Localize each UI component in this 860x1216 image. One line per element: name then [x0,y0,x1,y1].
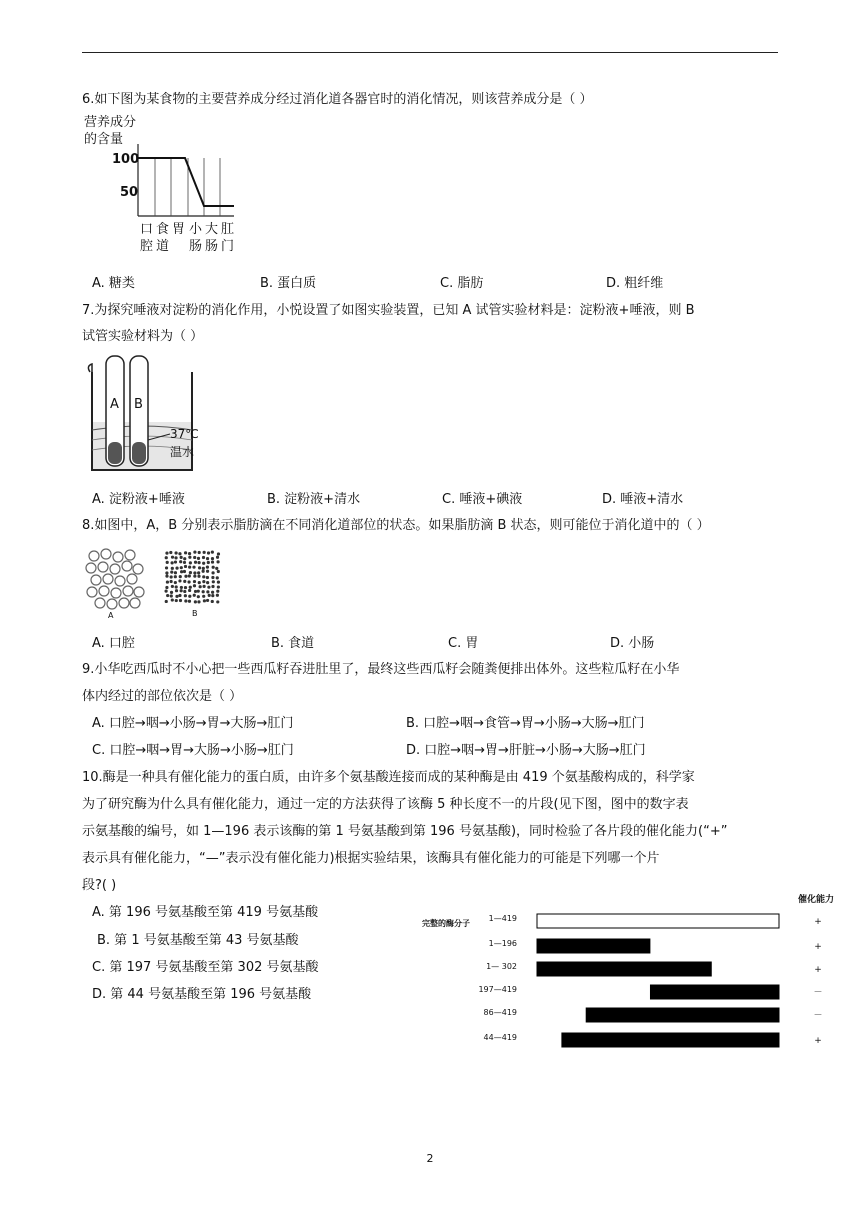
q8-small-droplet [207,586,210,589]
q6-organ-label-top: 胃 [172,222,186,237]
q8-small-droplet [184,565,187,568]
q8-large-droplet [107,599,117,609]
q10-fragment-bar [650,985,779,999]
q7-beaker-figure [82,352,212,480]
q8-small-droplet [165,600,168,603]
q10-fragment-label: 1—419 [488,914,517,923]
q8-large-droplet [115,576,125,586]
q8-small-droplet [216,590,219,593]
q7-option-c[interactable]: C. 唾液+碘液 [442,492,523,507]
q9-stem-line1: 9.小华吃西瓜时不小心把一些西瓜籽吞进肚里了，最终这些西瓜籽会随粪便排出体外。这些粒瓜籽在小华 [82,662,680,677]
q8-large-droplet [99,586,109,596]
q8-small-droplet [211,591,214,594]
q8-small-droplet [198,566,201,569]
q8-small-droplet [216,594,219,597]
q8-small-droplet [188,600,191,603]
q8-small-droplet [165,590,168,593]
q7-water-label: 温水 [170,445,195,459]
q8-small-droplet [216,600,219,603]
q8-small-droplet [202,580,205,583]
q8-small-droplet [207,551,210,554]
q8-small-droplet [188,589,191,592]
q8-small-droplet [165,556,168,559]
q8-small-droplet [197,557,200,560]
q8-small-droplet [184,594,187,597]
q8-small-droplet [193,571,196,574]
q8-small-droplet [170,594,173,597]
q8-small-droplet [212,566,215,569]
page-number: 2 [426,1152,434,1165]
q8-label-b: B [192,609,198,618]
q8-small-droplet [165,571,168,574]
q8-state-b-droplets [165,551,221,604]
q8-small-droplet [183,590,186,593]
q8-small-droplet [217,581,220,584]
q10-fragment-label: 1— 302 [486,962,517,971]
q10-fragment-bar [562,1033,779,1047]
q10-stem-line5: 段?( ) [82,878,117,893]
q8-small-droplet [188,556,191,559]
q10-stem-line3: 示氨基酸的编号，如 1—196 表示该酶的第 1 号氨基酸到第 196 号氨基酸)，同时检验了各片段的催化能力(“+” [82,824,728,839]
q10-activity-mark: + [814,917,822,927]
q9-option-d[interactable]: D. 口腔→咽→胃→肝脏→小肠→大肠→肛门 [406,743,646,758]
q8-small-droplet [166,561,169,564]
q8-small-droplet [184,575,187,578]
q8-small-droplet [174,560,177,563]
q8-small-droplet [206,566,209,569]
q7-stem-line1: 7.为探究唾液对淀粉的消化作用，小悦设置了如图实验装置，已知 A 试管实验材料是：淀粉液+唾液，则 B [82,303,695,318]
q7-temp-label: 37℃ [170,427,199,441]
q8-large-droplet [125,550,135,560]
q8-small-droplet [206,576,209,579]
q10-stem-line1: 10.酶是一种具有催化能力的蛋白质，由许多个氨基酸连接而成的某种酶是由 419 个氨基酸构成的，科学家 [82,770,695,785]
q8-small-droplet [192,566,195,569]
q7-tube-b-label: B [134,397,143,412]
q8-small-droplet [171,585,174,588]
q8-small-droplet [197,595,200,598]
q8-option-a[interactable]: A. 口腔 [92,636,135,651]
q8-small-droplet [183,570,186,573]
q6-organ-label-bottom: 腔 [140,239,154,254]
q8-small-droplet [193,580,196,583]
q8-small-droplet [188,574,191,577]
q10-fragment-bar [537,939,650,953]
q8-fat-droplet-figure [82,544,232,622]
q6-stem: 6.如下图为某食物的主要营养成分经过消化道各器官时的消化情况，则该营养成分是（ ） [82,92,593,107]
q8-small-droplet [211,585,214,588]
q8-small-droplet [197,600,200,603]
q8-small-droplet [197,571,200,574]
q8-small-droplet [198,551,201,554]
q10-activity-header: 催化能力 [798,895,835,905]
q8-small-droplet [202,556,205,559]
q8-small-droplet [202,590,205,593]
q8-small-droplet [206,557,209,560]
q8-large-droplet [95,598,105,608]
q8-small-droplet [178,579,181,582]
q8-stem: 8.如图中，A，B 分别表示脂肪滴在不同消化道部位的状态。如果脂肪滴 B 状态，则可能位于消化道中的（ ） [82,518,710,533]
q8-small-droplet [193,556,196,559]
q8-small-droplet [203,551,206,554]
q8-small-droplet [193,594,196,597]
q8-small-droplet [189,571,192,574]
q8-small-droplet [217,570,220,573]
q6-organ-label-top: 大 [205,222,219,237]
q8-small-droplet [180,566,183,569]
q8-small-droplet [165,586,168,589]
q8-small-droplet [207,561,210,564]
q10-enzyme-figure [410,888,850,1058]
q10-activity-mark: + [814,965,822,975]
q8-large-droplet [86,563,96,573]
q8-small-droplet [208,594,211,597]
q8-large-droplet [127,574,137,584]
q8-small-droplet [194,600,197,603]
q8-small-droplet [211,560,214,563]
q6-option-d[interactable]: D. 粗纤维 [606,276,664,291]
q8-large-droplet [122,561,132,571]
q8-small-droplet [180,586,183,589]
q8-state-a-droplets [86,549,144,609]
q10-fragment-bar [537,962,711,976]
q8-large-droplet [111,588,121,598]
q8-small-droplet [183,557,186,560]
q8-small-droplet [211,551,214,554]
header-rule [82,52,778,53]
q10-fragment-bar [586,1008,779,1022]
q8-small-droplet [189,561,192,564]
q8-small-droplet [184,599,187,602]
q8-small-droplet [202,575,205,578]
q6-organ-labels [140,221,234,254]
q8-small-droplet [166,580,169,583]
q7-tube-a-label: A [110,397,119,412]
q10-option-b[interactable]: B. 第 1 号氨基酸至第 43 号氨基酸 [97,933,299,948]
q8-small-droplet [170,591,173,594]
q10-option-a[interactable]: A. 第 196 号氨基酸至第 419 号氨基酸 [92,905,319,920]
q8-label-a: A [108,611,114,620]
q8-small-droplet [179,599,182,602]
q8-small-droplet [212,580,215,583]
q8-small-droplet [184,551,187,554]
q8-small-droplet [175,595,178,598]
q8-small-droplet [183,580,186,583]
q8-small-droplet [193,584,196,587]
q8-large-droplet [87,587,97,597]
q8-small-droplet [188,595,191,598]
q10-fragment-bar [537,914,779,928]
q8-small-droplet [203,599,206,602]
q8-small-droplet [215,567,218,570]
q8-small-droplet [178,552,181,555]
q10-activity-mark: + [814,942,822,952]
q8-small-droplet [175,589,178,592]
q8-small-droplet [171,598,174,601]
q8-large-droplet [98,562,108,572]
q8-small-droplet [194,561,197,564]
q8-small-droplet [216,560,219,563]
q10-fragment-label: 1—196 [488,939,517,948]
q8-small-droplet [211,557,214,560]
q8-large-droplet [103,574,113,584]
q6-ylabel-line2: 的含量 [84,132,124,147]
q8-large-droplet [113,552,123,562]
q6-option-c[interactable]: C. 脂肪 [440,276,484,291]
q8-small-droplet [171,567,174,570]
q10-full-label: 完整的酶分子 [422,919,470,928]
q8-small-droplet [189,586,192,589]
q8-large-droplet [119,598,129,608]
q8-small-droplet [203,585,206,588]
q10-option-d[interactable]: D. 第 44 号氨基酸至第 196 号氨基酸 [92,987,312,1002]
q8-small-droplet [179,560,182,563]
q8-small-droplet [174,571,177,574]
q8-large-droplet [134,587,144,597]
q7-stem-line2: 试管实验材料为（ ） [82,329,204,344]
q8-large-droplet [123,586,133,596]
q9-stem-line2: 体内经过的部位依次是（ ） [82,689,243,704]
q8-small-droplet [187,580,190,583]
q6-organ-label-top: 食 [156,222,170,237]
q8-small-droplet [184,586,187,589]
q10-stem-line2: 为了研究酶为什么具有催化能力，通过一定的方法获得了该酶 5 种长度不一的片段(见下图，图中的数字表 [82,797,689,812]
q8-small-droplet [202,562,205,565]
q10-activity-mark: + [814,1036,822,1046]
q8-small-droplet [180,556,183,559]
q8-small-droplet [198,581,201,584]
q8-small-droplet [202,570,205,573]
q8-small-droplet [166,594,169,597]
q8-small-droplet [211,594,214,597]
q8-small-droplet [197,561,200,564]
q8-small-droplet [178,594,181,597]
q8-small-droplet [169,551,172,554]
q8-small-droplet [171,556,174,559]
q9-option-a[interactable]: A. 口腔→咽→小肠→胃→大肠→肛门 [92,716,294,731]
q8-small-droplet [174,575,177,578]
q8-small-droplet [174,581,177,584]
q10-activity-mark: － [813,988,823,998]
q9-option-b[interactable]: B. 口腔→咽→食管→胃→小肠→大肠→肛门 [406,716,645,731]
q6-organ-label-bottom: 道 [156,239,170,254]
q6-organ-label-top: 口 [140,222,154,237]
q8-small-droplet [188,566,191,569]
q6-organ-label-bottom: 肠 [189,239,203,254]
q6-option-b[interactable]: B. 蛋白质 [260,276,317,291]
q6-organ-label-top: 小 [189,222,203,237]
q8-small-droplet [165,552,168,555]
q8-small-droplet [174,551,177,554]
q7-option-b[interactable]: B. 淀粉液+清水 [267,492,361,507]
q8-small-droplet [202,567,205,570]
q7-option-a[interactable]: A. 淀粉液+唾液 [92,492,185,507]
q8-small-droplet [211,600,214,603]
q6-organ-label-bottom: 肠 [205,239,219,254]
q6-figure [82,112,252,260]
q8-small-droplet [180,570,183,573]
q6-option-a[interactable]: A. 糖类 [92,276,135,291]
q6-tick-50: 50 [120,185,139,200]
q8-small-droplet [193,551,196,554]
q10-fragment-label: 197—419 [478,985,517,994]
q8-small-droplet [170,575,173,578]
q10-fragment-label: 86—419 [483,1008,517,1017]
q8-small-droplet [170,580,173,583]
q8-small-droplet [217,552,220,555]
q8-small-droplet [188,552,191,555]
q8-small-droplet [216,556,219,559]
q8-large-droplet [130,598,140,608]
q8-small-droplet [197,590,200,593]
q8-small-droplet [171,561,174,564]
q10-stem-line4: 表示具有催化能力，“—”表示没有催化能力)根据实验结果，该酶具有催化能力的可能是下列哪一个片 [82,851,660,866]
q7-option-d[interactable]: D. 唾液+清水 [602,492,684,507]
q8-small-droplet [175,599,178,602]
q8-small-droplet [197,575,200,578]
q8-small-droplet [211,576,214,579]
q8-small-droplet [206,590,209,593]
q8-small-droplet [216,576,219,579]
q8-small-droplet [211,571,214,574]
q6-ylabel-line1: 营养成分 [84,115,137,130]
q8-small-droplet [170,571,173,574]
q8-small-droplet [194,590,197,593]
q8-large-droplet [101,549,111,559]
q8-small-droplet [165,575,168,578]
q8-large-droplet [91,575,101,585]
q8-small-droplet [174,556,177,559]
q8-small-droplet [206,581,209,584]
q8-large-droplet [110,564,120,574]
q8-small-droplet [165,566,168,569]
q8-small-droplet [206,570,209,573]
q6-tick-100: 100 [112,152,140,167]
q8-large-droplet [89,551,99,561]
q8-small-droplet [193,575,196,578]
q8-small-droplet [206,599,209,602]
q8-small-droplet [217,585,220,588]
q8-option-c[interactable]: C. 胃 [448,636,479,651]
q10-fragment-label: 44—419 [483,1033,517,1042]
q8-small-droplet [179,575,182,578]
q8-small-droplet [183,561,186,564]
q8-large-droplet [133,564,143,574]
q9-option-c[interactable]: C. 口腔→咽→胃→大肠→小肠→肛门 [92,743,294,758]
q10-fragment-rows [478,914,822,1047]
q6-organ-label-bottom: 门 [221,239,235,254]
q6-organ-label-top: 肛 [221,222,235,237]
q8-small-droplet [180,589,183,592]
q8-small-droplet [175,567,178,570]
q8-small-droplet [199,585,202,588]
q8-option-d[interactable]: D. 小肠 [610,636,655,651]
q8-small-droplet [202,595,205,598]
q8-option-b[interactable]: B. 食道 [271,636,315,651]
q10-option-c[interactable]: C. 第 197 号氨基酸至第 302 号氨基酸 [92,960,319,975]
q8-small-droplet [175,585,178,588]
q10-activity-mark: － [813,1011,823,1021]
